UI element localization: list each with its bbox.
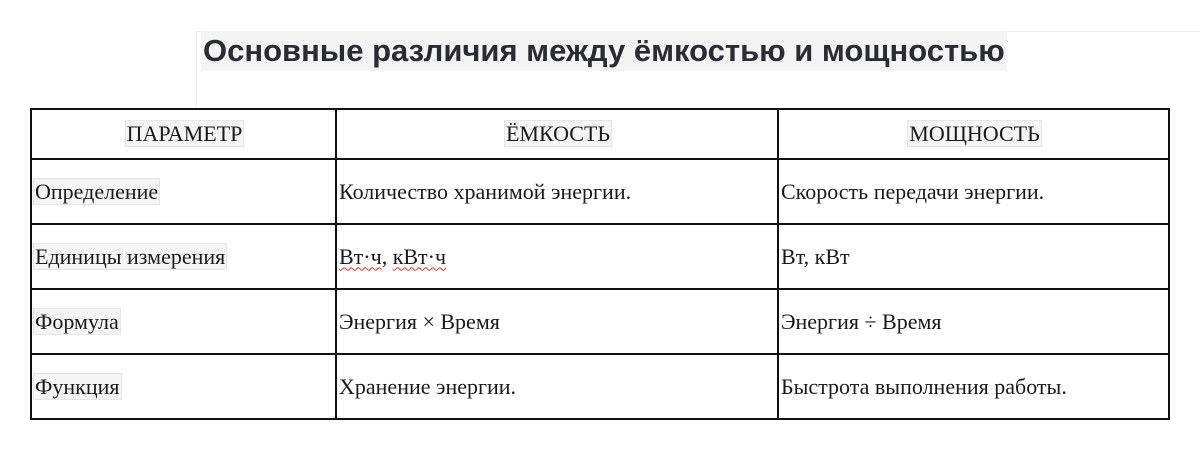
unit-separator: , bbox=[381, 243, 393, 269]
cell-power: Скорость передачи энергии. bbox=[778, 159, 1169, 224]
spellcheck-underlined-text: кВт·ч bbox=[392, 243, 447, 269]
comparison-table bbox=[30, 108, 1170, 420]
cell-param bbox=[31, 354, 336, 419]
header-capacity-label: ЁМКОСТЬ bbox=[505, 121, 611, 146]
header-power bbox=[778, 109, 1169, 159]
cell-power: Быстрота выполнения работы. bbox=[778, 354, 1169, 419]
table-row bbox=[31, 159, 1169, 224]
param-label: Функция bbox=[35, 373, 120, 399]
spellcheck-underlined-text: Вт·ч bbox=[339, 243, 382, 269]
header-parameter-label: ПАРАМЕТР bbox=[126, 121, 243, 146]
cell-param bbox=[31, 289, 336, 354]
cell-capacity bbox=[336, 224, 778, 289]
page-title: Основные различия между ёмкостью и мощностью bbox=[201, 31, 1007, 71]
cell-param bbox=[31, 159, 336, 224]
header-power-label: МОЩНОСТЬ bbox=[909, 121, 1040, 146]
table-row bbox=[31, 289, 1169, 354]
cell-capacity: Хранение энергии. bbox=[336, 354, 778, 419]
cell-capacity: Энергия × Время bbox=[336, 289, 778, 354]
cell-power: Энергия ÷ Время bbox=[778, 289, 1169, 354]
header-parameter bbox=[31, 109, 336, 159]
cell-capacity: Количество хранимой энергии. bbox=[336, 159, 778, 224]
table-row bbox=[31, 354, 1169, 419]
table-header-row bbox=[31, 109, 1169, 159]
param-label: Формула bbox=[35, 308, 119, 334]
param-label: Единицы измерения bbox=[35, 243, 226, 269]
header-capacity bbox=[336, 109, 778, 159]
cell-param bbox=[31, 224, 336, 289]
table-row bbox=[31, 224, 1169, 289]
cell-power: Вт, кВт bbox=[778, 224, 1169, 289]
param-label: Определение bbox=[35, 178, 159, 204]
